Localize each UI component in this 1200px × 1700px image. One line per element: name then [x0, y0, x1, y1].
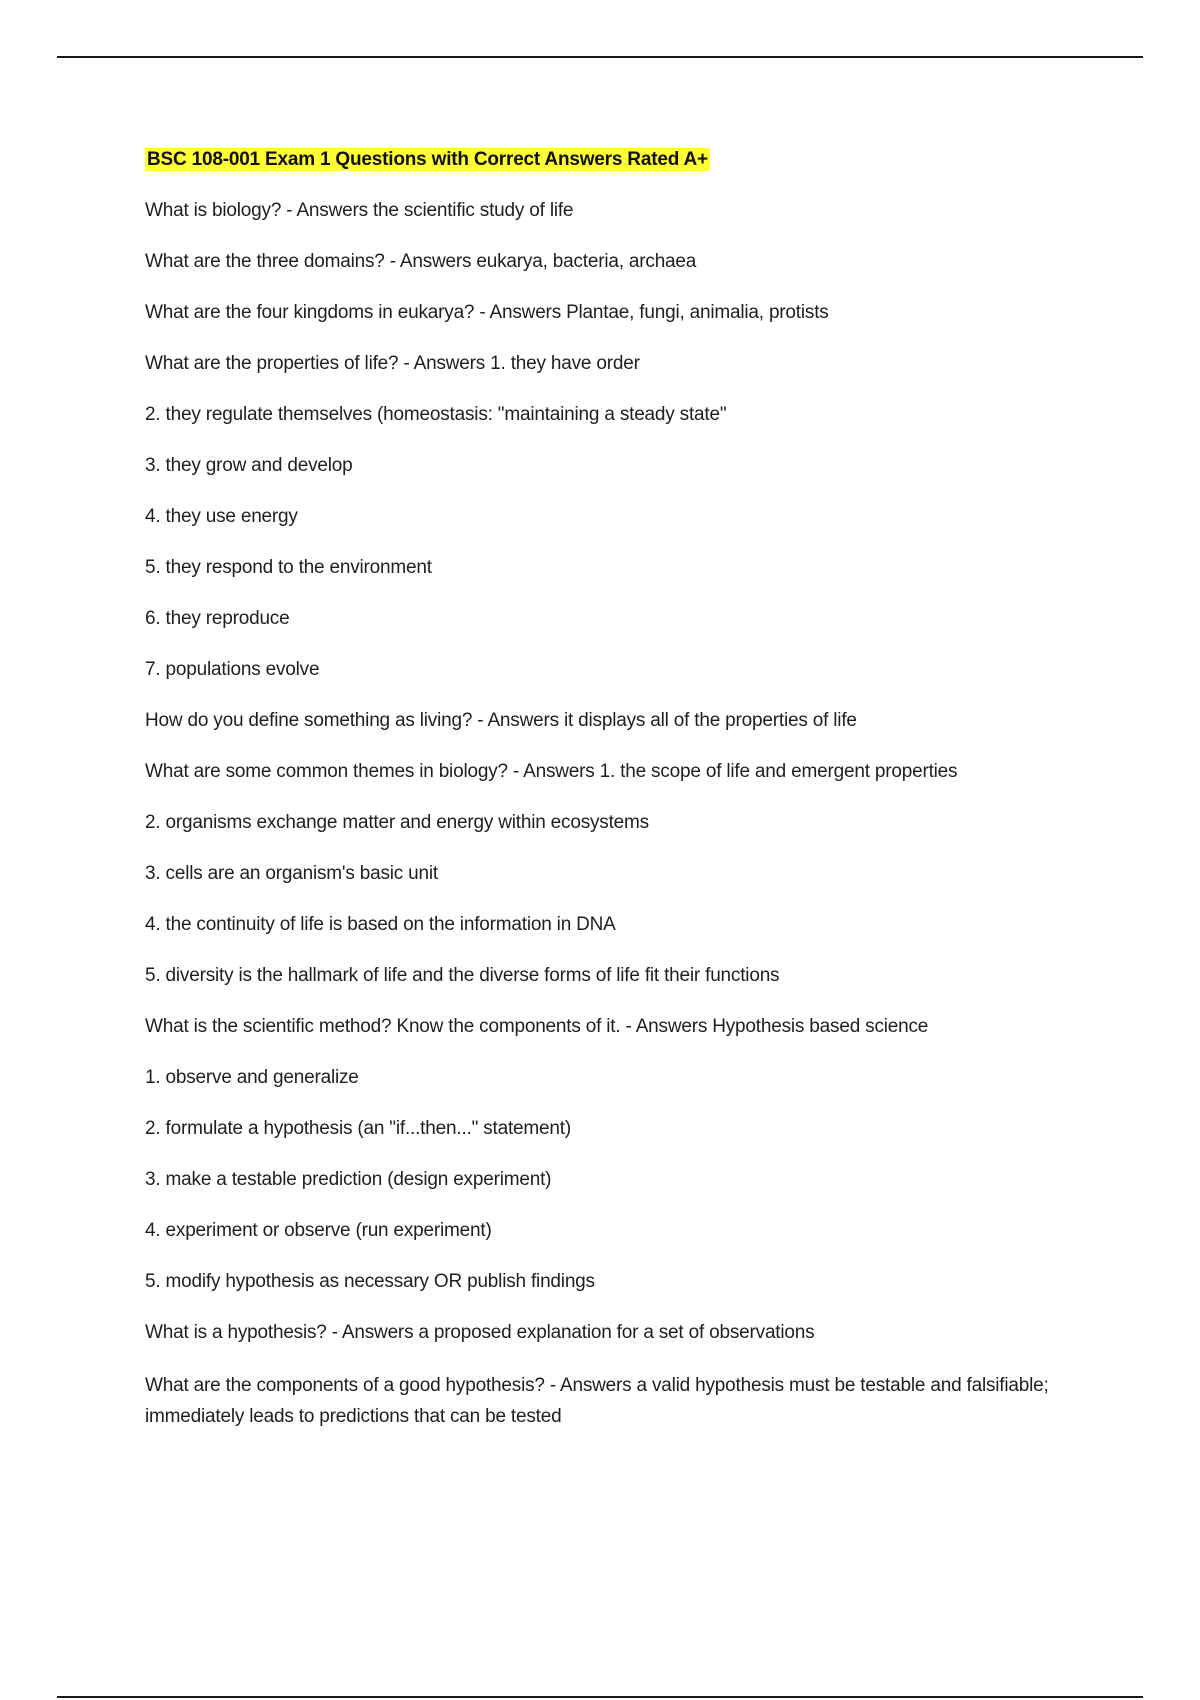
- answer-list-item: 6. they reproduce: [145, 608, 290, 629]
- answer-list-item: 4. experiment or observe (run experiment): [145, 1220, 492, 1241]
- answer-list-item: 2. they regulate themselves (homeostasis: "maintaining a steady state": [145, 404, 727, 425]
- qa-line: What are the four kingdoms in eukarya? - Answers Plantae, fungi, animalia, protists: [145, 302, 829, 323]
- top-page-rule: [57, 56, 1143, 58]
- qa-line: How do you define something as living? - Answers it displays all of the properties of life: [145, 710, 857, 731]
- bottom-page-rule: [57, 1696, 1143, 1698]
- document-title: [145, 146, 1065, 174]
- answer-list-item: 5. modify hypothesis as necessary OR publish findings: [145, 1271, 595, 1292]
- answer-list-item: 4. the continuity of life is based on the information in DNA: [145, 914, 616, 935]
- qa-line: What are some common themes in biology? - Answers 1. the scope of life and emergent properties: [145, 761, 958, 782]
- qa-line: What is biology? - Answers the scientific study of life: [145, 200, 574, 221]
- qa-line: What is the scientific method? Know the components of it. - Answers Hypothesis based science: [145, 1016, 929, 1037]
- answer-list-item: 5. diversity is the hallmark of life and the diverse forms of life fit their functions: [145, 965, 780, 986]
- answer-list-item: 4. they use energy: [145, 506, 298, 527]
- answer-list-item: 3. they grow and develop: [145, 455, 353, 476]
- answer-list-item: 3. cells are an organism's basic unit: [145, 863, 438, 884]
- answer-list-item: 3. make a testable prediction (design experiment): [145, 1169, 552, 1190]
- answer-list-item: 1. observe and generalize: [145, 1067, 359, 1088]
- answer-list-item: 2. formulate a hypothesis (an "if...then..." statement): [145, 1118, 571, 1139]
- qa-line: What is a hypothesis? - Answers a proposed explanation for a set of observations: [145, 1322, 815, 1343]
- document-body: [145, 146, 1065, 1455]
- answer-list-item: 7. populations evolve: [145, 659, 320, 680]
- qa-line: What are the three domains? - Answers eukarya, bacteria, archaea: [145, 251, 697, 272]
- answer-list-item: 5. they respond to the environment: [145, 557, 432, 578]
- highlighted-title: BSC 108-001 Exam 1 Questions with Correct Answers Rated A+: [147, 149, 708, 170]
- qa-line: What are the components of a good hypothesis? - Answers a valid hypothesis must be testable and falsifiable; immediately leads to predictions that can be tested: [145, 1375, 1049, 1427]
- answer-list-item: 2. organisms exchange matter and energy within ecosystems: [145, 812, 649, 833]
- qa-line: What are the properties of life? - Answers 1. they have order: [145, 353, 640, 374]
